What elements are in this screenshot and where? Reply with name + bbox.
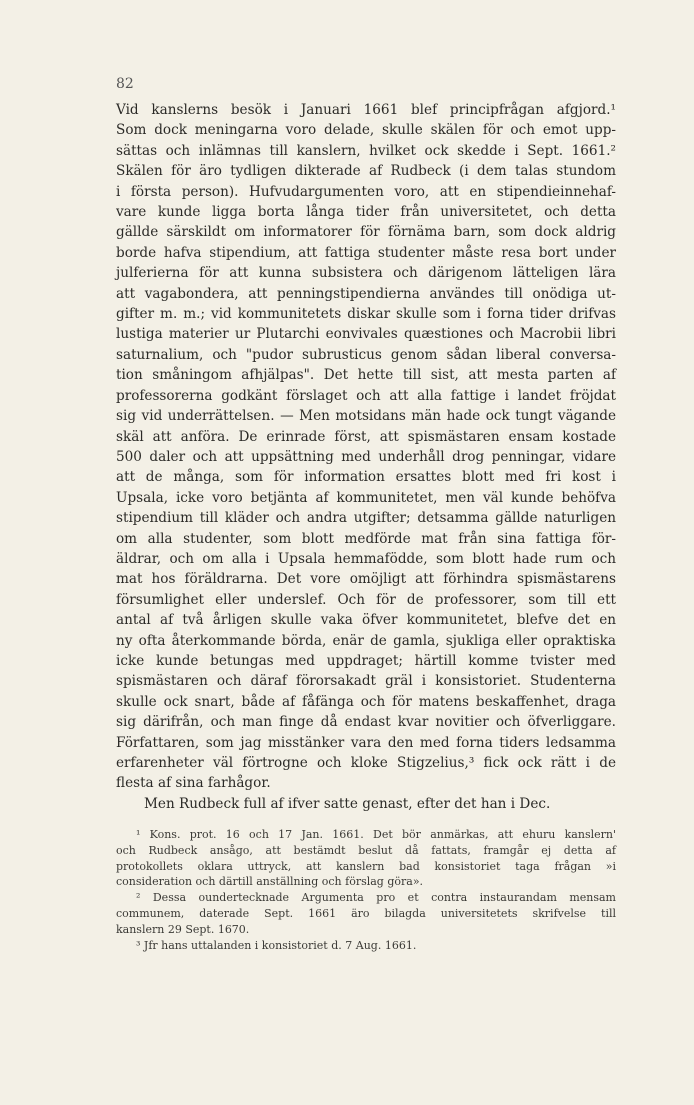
footnote-line: ² Dessa oundertecknade Argumenta pro et contra instaurandam mensam: [136, 891, 616, 905]
text-line: borde hafva stipendium, att fattiga studenter måste resa bort under: [116, 244, 616, 261]
text-line: professorerna godkänt förslaget och att alla fattige i landet fröjdat: [116, 387, 616, 404]
text-line: mat hos föräldrarna. Det vore omöjligt att förhindra spismästarens: [116, 571, 616, 588]
text-line: Vid kanslerns besök i Januari 1661 blef principfrågan afgjord.¹: [116, 102, 616, 118]
text-line: sig vid underrättelsen. — Men motsidans män hade ock tungt vägande: [116, 408, 616, 425]
text-line: sättas och inlämnas till kanslern, hvilket ock skedde i Sept. 1661.²: [116, 142, 616, 159]
text-line: Författaren, som jag misstänker vara den med forna tiders ledsamma: [116, 734, 616, 751]
text-line: Som dock meningarna voro delade, skulle skälen för och emot upp-: [116, 122, 616, 139]
text-line: saturnalium, och "pudor subrusticus genom sådan liberal conversa-: [116, 346, 616, 363]
text-line: lustiga materier ur Plutarchi eonvivales quæstiones och Macrobii libri: [116, 326, 616, 343]
text-line: stipendium till kläder och andra utgifter; detsamma gällde naturligen: [116, 510, 616, 527]
text-line: ny ofta återkommande börda, enär de gamla, sjukliga eller opraktiska: [116, 632, 616, 649]
text-line: skäl att anföra. De erinrade först, att spismästaren ensam kostade: [116, 428, 616, 445]
text-line: Men Rudbeck full af ifver satte genast, efter det han i Dec.: [144, 795, 551, 812]
footnotes: [116, 827, 616, 953]
text-line: gällde särskildt om informatorer för förnäma barn, som dock aldrig: [116, 224, 616, 241]
text-line: flesta af sina farhågor.: [116, 775, 271, 792]
text-line: vare kunde ligga borta långa tider från universitetet, och detta: [116, 204, 616, 221]
text-line: gifter m. m.; vid kommunitetets diskar skulle som i forna tider drifvas: [116, 306, 616, 323]
text-line: i första person). Hufvudargumenten voro, att en stipendieinnehaf-: [116, 183, 616, 200]
footnote-line: ³ Jfr hans uttalanden i konsistoriet d. 7 Aug. 1661.: [136, 938, 417, 952]
text-line: tion småningom afhjälpas". Det hette till sist, att mesta parten af: [116, 367, 616, 384]
text-line: erfarenheter väl förtrogne och kloke Stigzelius,³ fick ock rätt i de: [116, 755, 616, 771]
footnote-line: protokollets oklara uttryck, att kanslern bad konsistoriet taga frågan »i: [116, 859, 616, 873]
text-line: spismästaren och däraf förorsakadt gräl i konsistoriet. Studenterna: [116, 673, 616, 690]
text-line: försumlighet eller underslef. Och för de professorer, som till ett: [116, 591, 616, 608]
footnote-line: ¹ Kons. prot. 16 och 17 Jan. 1661. Det bör anmärkas, att ehuru kanslern': [136, 828, 616, 841]
footnote-line: communem, daterade Sept. 1661 äro bilagda universitetets skrifvelse till: [116, 906, 616, 920]
text-line: att de många, som för information ersattes blott med fri kost i: [116, 469, 616, 486]
text-line: att vagabondera, att penningstipendierna användes till onödiga ut-: [116, 285, 616, 302]
text-line: äldrar, och om alla i Upsala hemmafödde, som blott hade rum och: [116, 550, 616, 567]
page-number: 82: [116, 76, 134, 92]
text-line: skulle ock snart, både af fåfänga och för matens beskaffenhet, draga: [116, 693, 616, 710]
text-line: icke kunde betungas med uppdraget; härtill komme tvister med: [116, 652, 616, 669]
footnote-line: consideration och därtill anställning och förslag göra».: [116, 875, 424, 889]
main-text: [116, 100, 616, 814]
text-line: julferierna för att kunna subsistera och därigenom lätteligen lära: [116, 265, 616, 282]
text-line: Upsala, icke voro betjänta af kommunitetet, men väl kunde behöfva: [116, 489, 616, 506]
text-line: 500 daler och att uppsättning med underhåll drog penningar, vidare: [116, 448, 616, 465]
text-line: Skälen för äro tydligen dikterade af Rudbeck (i dem talas stundom: [116, 163, 616, 180]
footnote-line: kanslern 29 Sept. 1670.: [116, 922, 250, 936]
text-line: sig därifrån, och man finge då endast kvar novitier och öfverliggare.: [116, 714, 616, 731]
text-line: antal af två årligen skulle vaka öfver kommunitetet, blefve det en: [116, 612, 616, 629]
text-line: om alla studenter, som blott medförde mat från sina fattiga för-: [116, 530, 616, 547]
footnote-line: och Rudbeck ansågo, att bestämdt beslut då fattats, framgår ej detta af: [116, 843, 616, 857]
